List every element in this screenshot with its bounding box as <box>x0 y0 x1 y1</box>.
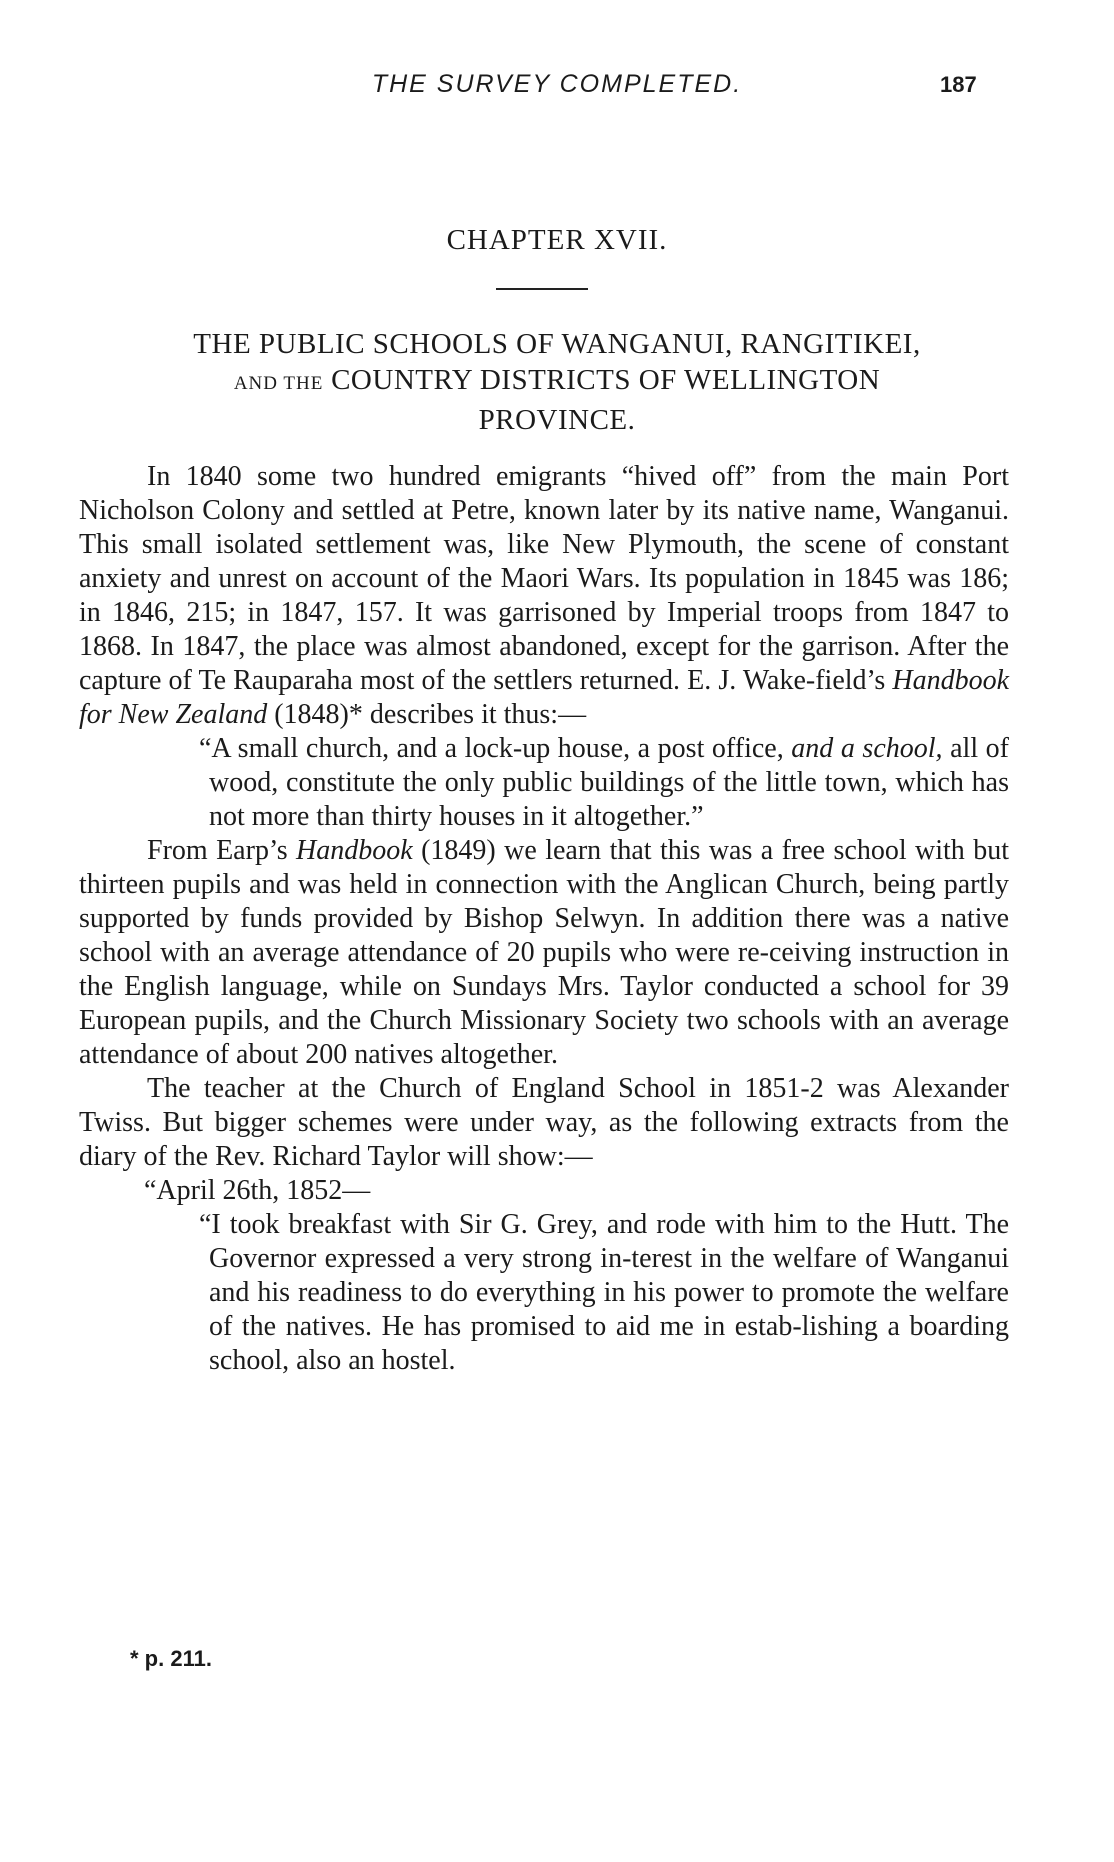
paragraph-2-text: From Earp’s <box>147 835 297 866</box>
quotation-1 <box>79 732 1009 834</box>
quotation-1-text: “A small church, and a lock-up house, a post office, <box>199 733 792 764</box>
paragraph-3: The teacher at the Church of England School in 1851-2 was Alexander Twiss. But bigger schemes were under way, as the following extracts from the diary of the Rev. Richard Taylor will show:— <box>79 1073 1009 1172</box>
paragraph-1 <box>79 460 1009 732</box>
handbook-italic: Handbook <box>296 835 413 866</box>
page-number: 187 <box>940 72 977 97</box>
quotation-1-italic: and a school, <box>791 733 943 764</box>
book-title-italic: Handbook for New Zealand <box>79 665 1009 730</box>
chapter-title-line-2-text: COUNTRY DISTRICTS OF WELLINGTON <box>331 364 881 396</box>
chapter-number: CHAPTER XVII. <box>446 224 668 256</box>
paragraph-1-text: In 1840 some two hundred emigrants “hived off” from the main Port Nicholson Colony and settled at Petre, known later by its native name, Wanganui. This small isolated settlement was, like New Plymouth, the scene of constant anxiety and unrest on account of the Maori Wars. Its population in 1845 was 186; in 1846, 215; in 1847, 157. It was garrisoned by Imperial troops from 1847 to 1868. In 1847, the place was almost abandoned, except for the garrison. After the capture of Te Rauparaha most of the settlers returned. E. J. Wake-field’s <box>79 461 1009 696</box>
chapter-title-line-1: THE PUBLIC SCHOOLS OF WANGANUI, RANGITIKEI, <box>193 328 921 360</box>
footnote: * p. 211. <box>130 1646 212 1671</box>
chapter-rule <box>496 288 588 290</box>
paragraph-2 <box>79 834 1009 1072</box>
running-title: THE SURVEY COMPLETED. <box>371 70 743 98</box>
paragraph-1-text-end: (1848)* describes it thus:— <box>267 699 587 730</box>
diary-quotation: “I took breakfast with Sir G. Grey, and rode with him to the Hutt. The Governor expressed a very strong in-terest in the welfare of Wanganui and his readiness to do everything in his power to promote the welfare of the natives. He has promised to aid me in estab-lishing a boarding school, also an hostel. <box>199 1209 1009 1376</box>
chapter-title <box>0 326 1114 438</box>
quotation-1-text-end: all of wood, constitute the only public buildings of the little town, which has not more than thirty houses in it altogether.” <box>209 733 1010 832</box>
chapter-title-line-3: PROVINCE. <box>478 404 636 436</box>
diary-date: “April 26th, 1852— <box>144 1175 371 1206</box>
paragraph-2-text-end: (1849) we learn that this was a free school with but thirteen pupils and was held in connection with the Anglican Church, being partly supported by funds provided by Bishop Selwyn. In addition there was a native school with an average attendance of 20 pupils who were re-ceiving instruction in the English language, while on Sundays Mrs. Taylor conducted a school for 39 European pupils, and the Church Missionary Society two schools with an average attendance of about 200 natives altogether. <box>79 835 1009 1070</box>
chapter-title-line-2 <box>0 362 1114 402</box>
chapter-title-small-caps: AND THE <box>233 373 324 394</box>
running-head <box>0 70 1114 110</box>
body-text <box>79 460 1009 1378</box>
